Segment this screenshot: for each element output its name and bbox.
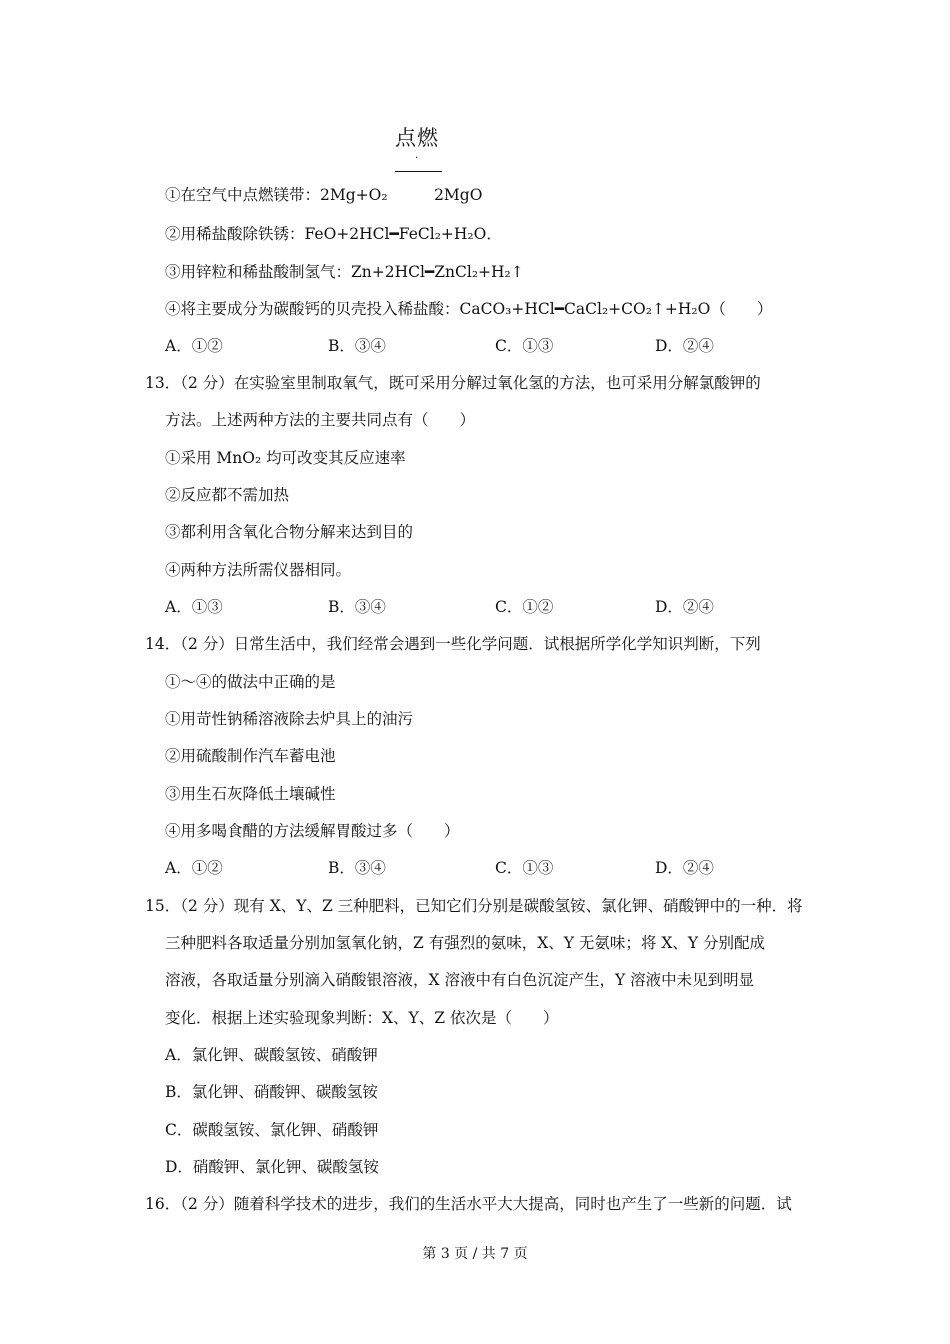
q12-option-d: D．②④ [655,337,714,355]
q13-option-a: A．①③ [165,598,223,616]
page-footer: 第 3 页 / 共 7 页 [422,1246,528,1262]
q13-item-4: ④两种方法所需仪器相同。 [165,561,352,579]
condition-dot: · [415,153,419,164]
q12-option-a: A．①② [165,337,223,355]
q12-item-1: ①在空气中点燃镁带：2Mg+O₂ 2MgO [165,186,483,204]
q12-option-c: C．①③ [495,337,554,355]
q13-stem-line-2: 方法。上述两种方法的主要共同点有（ ） [165,411,476,429]
q13-option-b: B．③④ [328,598,386,616]
q14-option-b: B．③④ [328,859,386,877]
q13-item-3: ③都利用含氧化合物分解来达到目的 [165,523,414,541]
q14-item-2: ②用硫酸制作汽车蓄电池 [165,747,336,765]
q14-option-d: D．②④ [655,859,714,877]
q15-stem-line-2: 三种肥料各取适量分别加氢氧化钠，Z 有强烈的氨味，X、Y 无氨味；将 X、Y 分别配成 [165,934,766,952]
q16-stem-line-1: 16．（2 分）随着科学技术的进步，我们的生活水平大大提高，同时也产生了一些新的问题．试 [145,1195,792,1213]
q12-item-3: ③用锌粒和稀盐酸制氢气：Zn+2HCl━ZnCl₂+H₂↑ [165,263,524,281]
q14-item-3: ③用生石灰降低土壤碱性 [165,785,336,803]
q15-option-c: C．碳酸氢铵、氯化钾、硝酸钾 [165,1121,379,1139]
q14-option-a: A．①② [165,859,223,877]
q14-option-c: C．①③ [495,859,554,877]
q15-option-b: B．氯化钾、硝酸钾、碳酸氢铵 [165,1083,378,1101]
q14-item-1: ①用苛性钠稀溶液除去炉具上的油污 [165,710,414,728]
q13-option-c: C．①② [495,598,554,616]
q15-option-a: A．氯化钾、碳酸氢铵、硝酸钾 [165,1046,378,1064]
q13-item-2: ②反应都不需加热 [165,486,290,504]
q13-stem-line-1: 13．（2 分）在实验室里制取氧气，既可采用分解过氧化氢的方法，也可采用分解氯酸钾的 [145,374,761,392]
q13-option-d: D．②④ [655,598,714,616]
q15-stem-line-1: 15．（2 分）现有 X、Y、Z 三种肥料，已知它们分别是碳酸氢铵、氯化钾、硝酸钾中的一种．将 [145,897,803,915]
q15-stem-line-3: 溶液，各取适量分别滴入硝酸银溶液，X 溶液中有白色沉淀产生，Y 溶液中未见到明显 [165,971,755,989]
q15-option-d: D．硝酸钾、氯化钾、碳酸氢铵 [165,1158,379,1176]
q12-option-b: B．③④ [328,337,386,355]
q14-stem-line-2: ①～④的做法中正确的是 [165,673,336,691]
q15-stem-line-4: 变化．根据上述实验现象判断：X、Y、Z 依次是（ ） [165,1009,559,1027]
q14-stem-line-1: 14．（2 分）日常生活中，我们经常会遇到一些化学问题．试根据所学化学知识判断，下列 [145,635,761,653]
q14-item-4: ④用多喝食醋的方法缓解胃酸过多（ ） [165,822,460,840]
reaction-condition-label: 点燃 [395,126,439,150]
q13-item-1: ①采用 MnO₂ 均可改变其反应速率 [165,449,406,467]
reaction-arrow-bar [395,171,442,172]
q12-item-2: ②用稀盐酸除铁锈：FeO+2HCl━FeCl₂+H₂O． [165,225,502,243]
q12-item-4: ④将主要成分为碳酸钙的贝壳投入稀盐酸：CaCO₃+HCl━CaCl₂+CO₂↑+H₂O（ ） [165,300,773,318]
